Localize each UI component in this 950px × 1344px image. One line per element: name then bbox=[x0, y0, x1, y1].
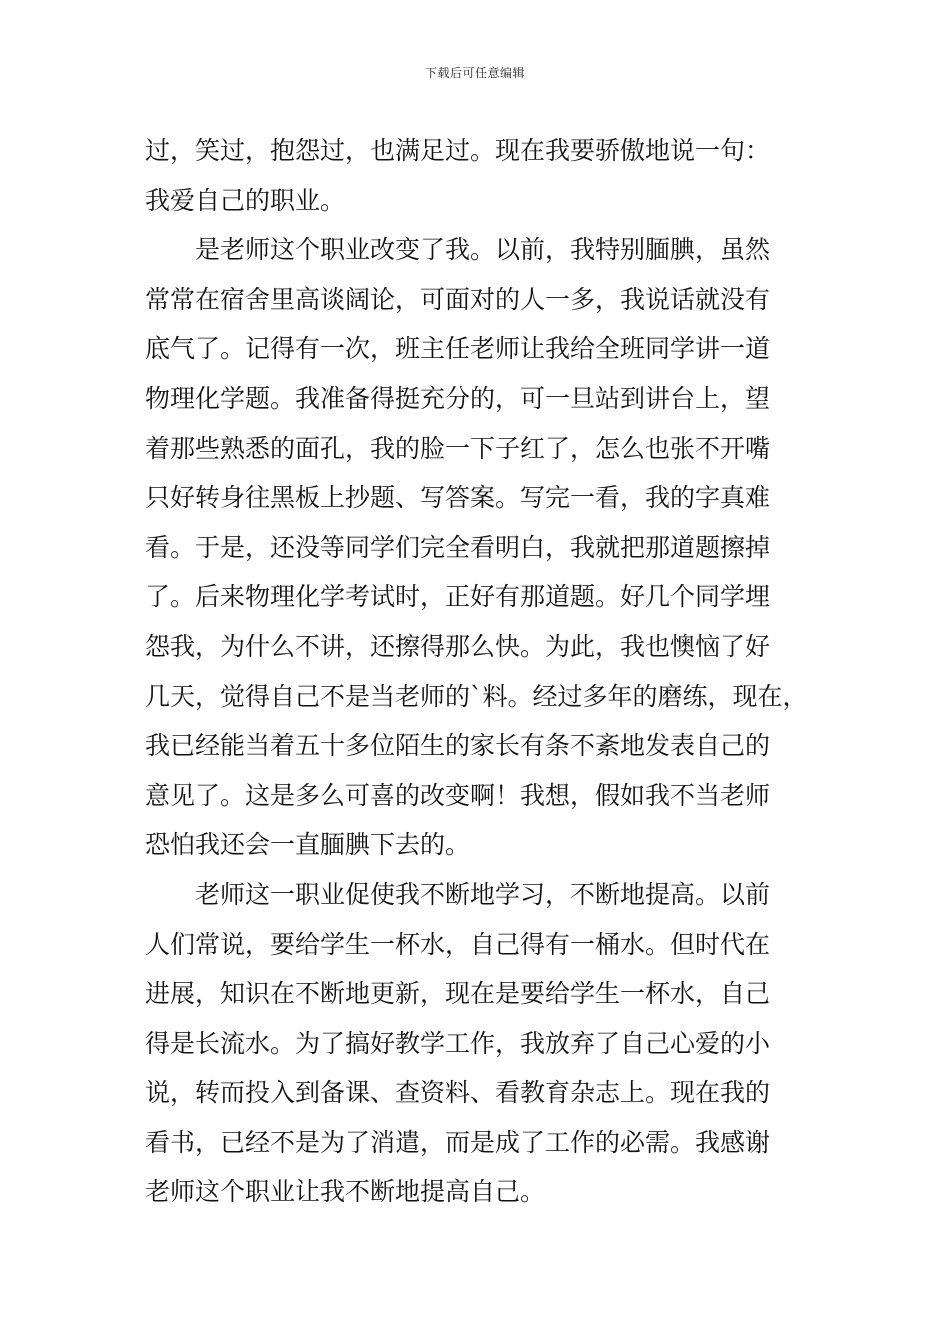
text-line: 了。后来物理化学考试时，正好有那道题。好几个同学埋 bbox=[145, 582, 771, 612]
text-line: 进展，知识在不断地更新，现在是要给学生一杯水，自己 bbox=[145, 979, 771, 1009]
text-line: 我已经能当着五十多位陌生的家长有条不紊地发表自己的 bbox=[145, 731, 771, 761]
text-line: 看书，已经不是为了消遣，而是成了工作的必需。我感谢 bbox=[145, 1127, 771, 1157]
text-line: 意见了。这是多么可喜的改变啊！我想，假如我不当老师 bbox=[145, 780, 771, 810]
text-line: 说，转而投入到备课、查资料、看教育杂志上。现在我的 bbox=[145, 1078, 771, 1108]
body-text bbox=[145, 126, 817, 1217]
text-line: 恐怕我还会一直腼腆下去的。 bbox=[145, 830, 471, 860]
page-header: 下载后可任意编辑 bbox=[424, 66, 525, 80]
text-line: 底气了。记得有一次，班主任老师让我给全班同学讲一道 bbox=[145, 334, 771, 364]
text-line: 着那些熟悉的面孔，我的脸一下子红了，怎么也张不开嘴 bbox=[145, 433, 771, 463]
text-line: 几天，觉得自己不是当老师的`料。经过多年的磨练，现在， bbox=[145, 681, 808, 711]
text-line: 我爱自己的职业。 bbox=[145, 185, 346, 215]
text-line: 是老师这个职业改变了我。以前，我特别腼腆，虽然 bbox=[195, 235, 771, 265]
text-line: 老师这个职业让我不断地提高自己。 bbox=[145, 1177, 546, 1207]
text-line: 只好转身往黑板上抄题、写答案。写完一看，我的字真难 bbox=[145, 483, 771, 513]
text-line: 看。于是，还没等同学们完全看明白，我就把那道题擦掉 bbox=[145, 532, 771, 562]
text-line: 常常在宿舍里高谈阔论，可面对的人一多，我说话就没有 bbox=[145, 284, 771, 314]
text-line: 老师这一职业促使我不断地学习，不断地提高。以前 bbox=[195, 879, 771, 909]
text-line: 得是长流水。为了搞好教学工作，我放弃了自己心爱的小 bbox=[145, 1028, 771, 1058]
text-line: 怨我，为什么不讲，还擦得那么快。为此，我也懊恼了好 bbox=[145, 631, 771, 661]
text-line: 物理化学题。我准备得挺充分的，可一旦站到讲台上，望 bbox=[145, 383, 771, 413]
text-line: 过，笑过，抱怨过，也满足过。现在我要骄傲地说一句： bbox=[145, 136, 771, 165]
text-line: 人们常说，要给学生一杯水，自己得有一桶水。但时代在 bbox=[145, 929, 771, 959]
